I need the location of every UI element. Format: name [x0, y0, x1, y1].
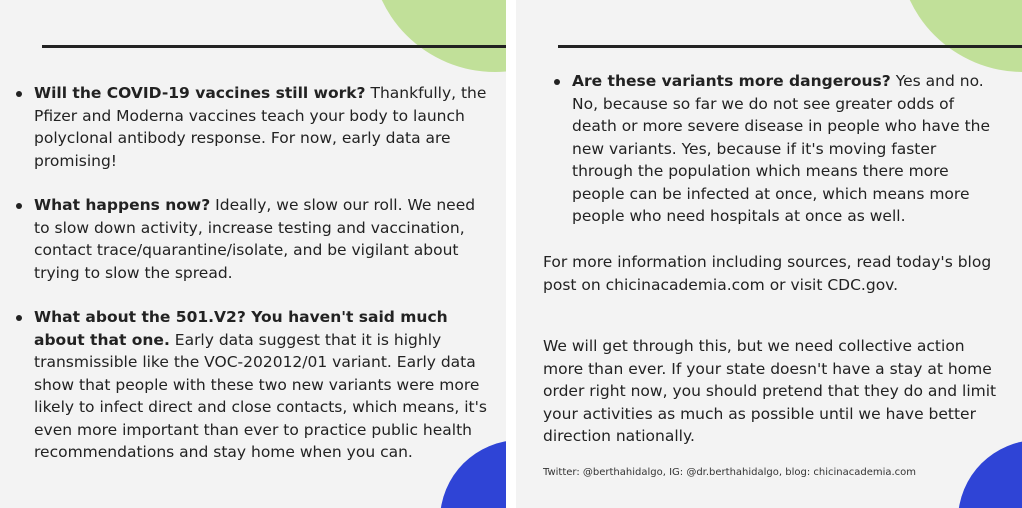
green-circle-decoration	[370, 0, 506, 72]
right-slide	[516, 0, 1022, 508]
bullet-what-happens-now	[16, 194, 491, 284]
divider-line	[558, 45, 1022, 48]
social-footer: Twitter: @berthahidalgo, IG: @dr.berthahidalgo, blog: chicinacademia.com	[543, 467, 917, 478]
divider-line	[42, 45, 506, 48]
closing-text: We will get through this, but we need collective action more than ever. If your state doesn't have a stay at home order right now, you should pretend that they do and limit your activities as much as possible until we have better direction nationally.	[543, 337, 997, 445]
left-bullet-list	[16, 82, 491, 486]
bullet-answer: Yes and no. No, because so far we do not see greater odds of death or more severe disease in people who have the new variants. Yes, because if it's moving faster through the population which means there more people can be infected at once, which means more people who need hospitals at once as well.	[572, 72, 991, 225]
bullet-question: Will the COVID-19 vaccines still work?	[34, 84, 366, 102]
bullet-variants-dangerous	[554, 70, 999, 228]
blue-circle-decoration	[958, 440, 1022, 508]
bullet-answer: Ideally, we slow our roll. We need to slow down activity, increase testing and vaccination, contact trace/quarantine/isolate, and be vigilant about trying to slow the spread.	[34, 196, 476, 282]
bullet-vaccines-work	[16, 82, 491, 172]
bullet-answer: Thankfully, the Pfizer and Moderna vaccines teach your body to launch polyclonal antibody response. For now, early data are promising!	[34, 84, 487, 170]
bullet-question: What happens now?	[34, 196, 211, 214]
bullet-question: What about the 501.V2? You haven't said much about that one.	[34, 308, 448, 349]
right-bullet-list	[554, 70, 999, 250]
bullet-501v2	[16, 306, 491, 464]
more-info-text: For more information including sources, read today's blog post on chicinacademia.com or visit CDC.gov.	[543, 253, 992, 294]
bullet-question: Are these variants more dangerous?	[572, 72, 891, 90]
green-circle-decoration	[898, 0, 1022, 72]
bullet-answer: Early data suggest that it is highly transmissible like the VOC-202012/01 variant. Early data show that people with these two new variants were more likely to infect direct and close contacts, which means, it's even more important than ever to practice public health recommendations and stay home when you can.	[34, 330, 487, 461]
left-slide	[0, 0, 506, 508]
